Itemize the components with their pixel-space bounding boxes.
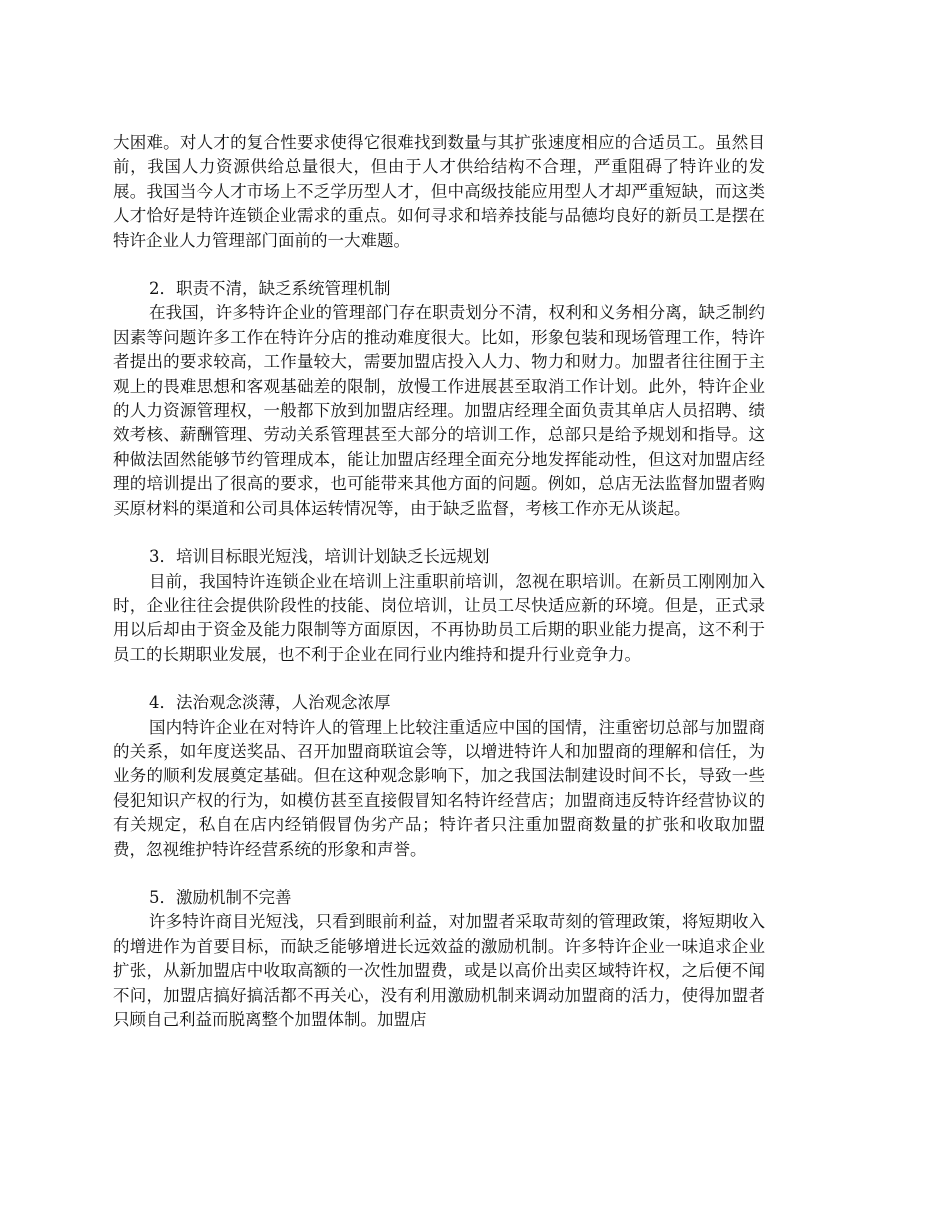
- paragraph-section-5: 许多特许商目光短浅，只看到眼前利益，对加盟者采取苛刻的管理政策，将短期收入的增进作为首要目标，而缺乏能够增进长远效益的激励机制。许多特许企业一味追求企业扩张，从新加盟店中收取高额的一次性加盟费，或是以高价出卖区域特许权，之后便不闻不问，加盟店搞好搞活都不再关心，没有利用激励机制来调动加盟商的活力，使得加盟者只顾自己利益而脱离整个加盟体制。加盟店: [113, 912, 765, 1029]
- paragraph-intro-continued: 大困难。对人才的复合性要求使得它很难找到数量与其扩张速度相应的合适员工。虽然目前，我国人力资源供给总量很大，但由于人才供给结构不合理，严重阻碍了特许业的发展。我国当今人才市场上不乏学历型人才，但中高级技能应用型人才却严重短缺，而这类人才恰好是特许连锁企业需求的重点。如何寻求和培养技能与品德均良好的新员工是摆在特许企业人力管理部门面前的一大难题。: [113, 133, 765, 250]
- document-page: [113, 131, 765, 1032]
- paragraph-section-3: 目前，我国特许连锁企业在培训上注重职前培训，忽视在职培训。在新员工刚刚加入时，企业往往会提供阶段性的技能、岗位培训，让员工尽快适应新的环境。但是，正式录用以后却由于资金及能力限制等方面原因，不再协助员工后期的职业能力提高，这不利于员工的长期职业发展，也不利于企业在同行业内维持和提升行业竞争力。: [113, 571, 765, 664]
- section-heading-4: 4．法治观念淡薄，人治观念浓厚: [149, 693, 391, 713]
- section-heading-3: 3．培训目标眼光短浅，培训计划缺乏长远规划: [149, 547, 490, 567]
- section-heading-2: 2．职责不清，缺乏系统管理机制: [149, 279, 391, 299]
- paragraph-section-4: 国内特许企业在对特许人的管理上比较注重适应中国的国情，注重密切总部与加盟商的关系，如年度送奖品、召开加盟商联谊会等，以增进特许人和加盟商的理解和信任，为业务的顺利发展奠定基础。但在这种观念影响下，加之我国法制建设时间不长，导致一些侵犯知识产权的行为，如模仿甚至直接假冒知名特许经营店；加盟商违反特许经营协议的有关规定，私自在店内经销假冒伪劣产品；特许者只注重加盟商数量的扩张和收取加盟费，忽视维护特许经营系统的形象和声誉。: [113, 717, 765, 859]
- paragraph-section-2: 在我国，许多特许企业的管理部门存在职责划分不清，权利和义务相分离，缺乏制约因素等问题许多工作在特许分店的推动难度很大。比如，形象包装和现场管理工作，特许者提出的要求较高，工作量较大，需要加盟店投入人力、物力和财力。加盟者往往囿于主观上的畏难思想和客观基础差的限制，放慢工作进展甚至取消工作计划。此外，特许企业的人力资源管理权，一般都下放到加盟店经理。加盟店经理全面负责其单店人员招聘、绩效考核、薪酬管理、劳动关系管理甚至大部分的培训工作，总部只是给予规划和指导。这种做法固然能够节约管理成本，能让加盟店经理全面充分地发挥能动性，但这对加盟店经理的培训提出了很高的要求，也可能带来其他方面的问题。例如，总店无法监督加盟者购买原材料的渠道和公司具体运转情况等，由于缺乏监督，考核工作亦无从谈起。: [113, 303, 765, 518]
- section-heading-5: 5．激励机制不完善: [149, 887, 292, 907]
